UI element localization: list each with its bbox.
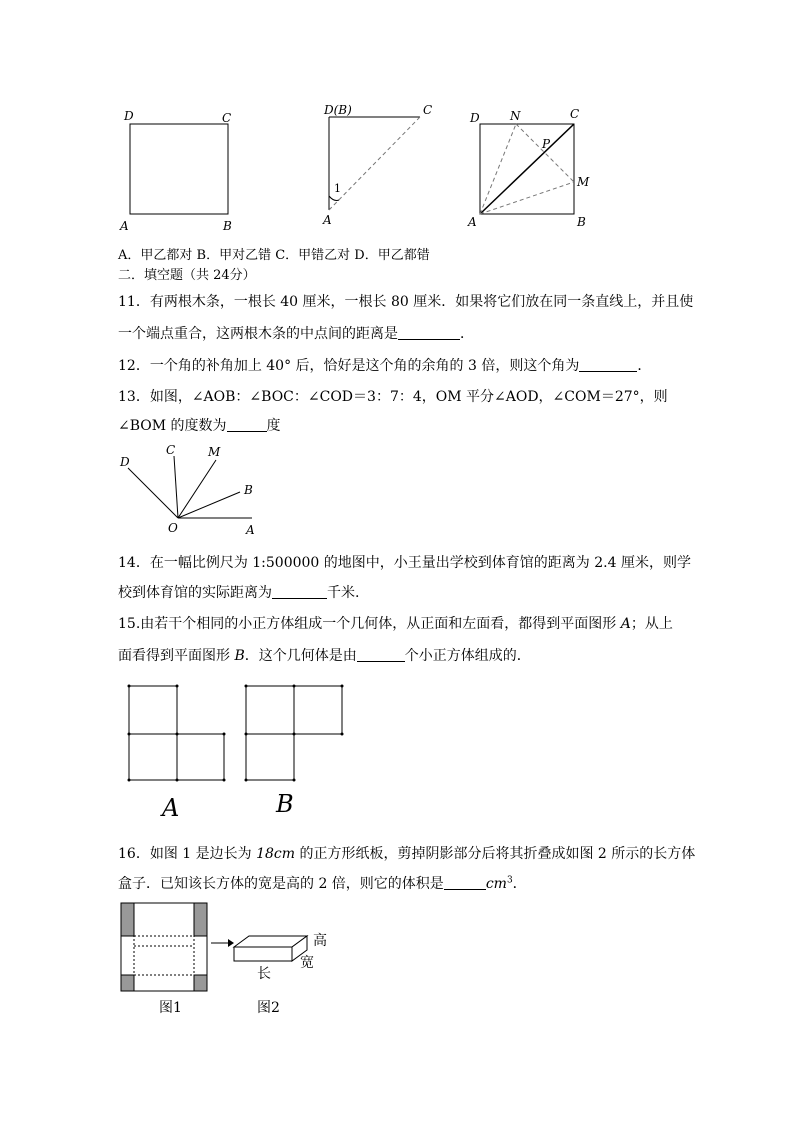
q15-line2 [118, 645, 531, 665]
q16-unit-exp: 3 [506, 875, 513, 886]
angle-figure [112, 440, 272, 540]
box-label-kuan: 宽 [300, 955, 314, 971]
q11-text: 一个端点重合，这两根木条的中点间的距离是 [118, 326, 398, 342]
q15-figure-a-ref: A [620, 616, 631, 632]
label-A2: A [323, 213, 332, 227]
q15-line2-c: ．这个几何体是由 [244, 648, 357, 664]
fig2-caption: 图2 [257, 1000, 280, 1016]
q14-line1: 14．在一幅比例尺为 1:500000 的地图中，小王量出学校到体育馆的距离为 2.4 厘米，则学 [118, 555, 691, 571]
q16-line1 [118, 843, 695, 863]
box-figure [115, 900, 345, 1020]
q16-line1-a: 16．如图 1 是边长为 [118, 846, 257, 862]
angle-1-label: 1 [334, 182, 341, 195]
q13-line1: 13．如图，∠AOB：∠BOC：∠COD＝3：7：4，OM 平分∠AOD，∠COM＝27°，则 [118, 389, 668, 405]
q12-answer-blank[interactable] [579, 357, 637, 372]
q16-line2-c: ． [512, 876, 527, 892]
q15-line2-d: 个小正方体组成的． [404, 648, 531, 664]
q13-line2 [118, 415, 281, 435]
label-D3: D [470, 111, 480, 125]
label-A3: A [468, 215, 477, 229]
angle-label-D: D [120, 455, 130, 469]
q11-end: ． [460, 326, 474, 342]
q13-text: ∠BOM 的度数为 [118, 418, 227, 434]
q12-text: 12．一个角的补角加上 40° 后，恰好是这个角的余角的 3 倍，则这个角为 [118, 358, 580, 374]
q15-line2-a: 面看得到平面图形 [118, 648, 235, 664]
q15-line1 [118, 613, 673, 633]
q14-text: 校到体育馆的实际距离为 [118, 585, 272, 601]
q16-side-length: 18cm [256, 846, 296, 862]
square-figure-1 [119, 109, 232, 233]
label-C: C [222, 111, 232, 125]
box-label-gao: 高 [313, 933, 327, 949]
top-figures [110, 100, 610, 235]
q16-line2-a: 盒子．已知该长方体的宽是高的 2 倍，则它的体积是 [118, 876, 444, 892]
q16-line1-c: 的正方形纸板，剪掉阴影部分后将其折叠成如图 2 所示的长方体 [295, 846, 696, 862]
q14-line2 [118, 582, 359, 602]
q16-unit: cm [485, 876, 507, 892]
angle-label-A: A [246, 523, 255, 537]
angle-label-C: C [166, 443, 176, 457]
q15-text-a: 15.由若干个相同的小正方体组成一个几何体，从正面和左面看，都得到平面图形 [118, 616, 621, 632]
square-figure-3 [467, 107, 590, 229]
fig1-caption: 图1 [159, 1000, 182, 1016]
label-DB: D(B) [324, 103, 352, 117]
q11-line2 [118, 323, 474, 343]
label-P: P [542, 137, 551, 151]
box-label-chang: 长 [257, 966, 271, 982]
label-A: A [120, 219, 129, 233]
label-C2: C [423, 103, 433, 117]
q11-answer-blank[interactable] [398, 325, 460, 340]
q16-answer-blank[interactable] [444, 875, 486, 890]
q15-answer-blank[interactable] [357, 647, 405, 662]
label-N: N [510, 109, 521, 123]
q13-answer-blank[interactable] [227, 417, 267, 432]
angle-label-B: B [244, 483, 253, 497]
angle-label-O: O [168, 521, 178, 535]
q13-end: 度 [266, 418, 281, 434]
label-M: M [577, 175, 590, 189]
q12-end: ． [637, 358, 652, 374]
answer-options: A．甲乙都对 B．甲对乙错 C．甲错乙对 D．甲乙都错 [118, 248, 430, 263]
section-title: 二．填空题（共 24分） [118, 268, 256, 283]
q14-end: 千米. [327, 585, 360, 601]
label-B3: B [577, 215, 586, 229]
label-B: B [223, 219, 232, 233]
q12-line [118, 355, 651, 375]
q16-line2 [118, 873, 527, 893]
label-C3: C [570, 107, 580, 121]
q15-text-c: ；从上 [630, 616, 673, 632]
q11-line1: 11．有两根木条，一根长 40 厘米，一根长 80 厘米．如果将它们放在同一条直线上，并且使 [118, 294, 694, 310]
label-D: D [124, 109, 134, 123]
q14-answer-blank[interactable] [272, 584, 327, 599]
view-label-A: A [162, 794, 180, 822]
angle-label-M: M [208, 445, 221, 459]
views-figure [120, 680, 360, 822]
folded-figure-2 [322, 103, 432, 227]
q15-figure-b-ref: B [234, 648, 245, 664]
view-label-B: B [276, 790, 294, 818]
